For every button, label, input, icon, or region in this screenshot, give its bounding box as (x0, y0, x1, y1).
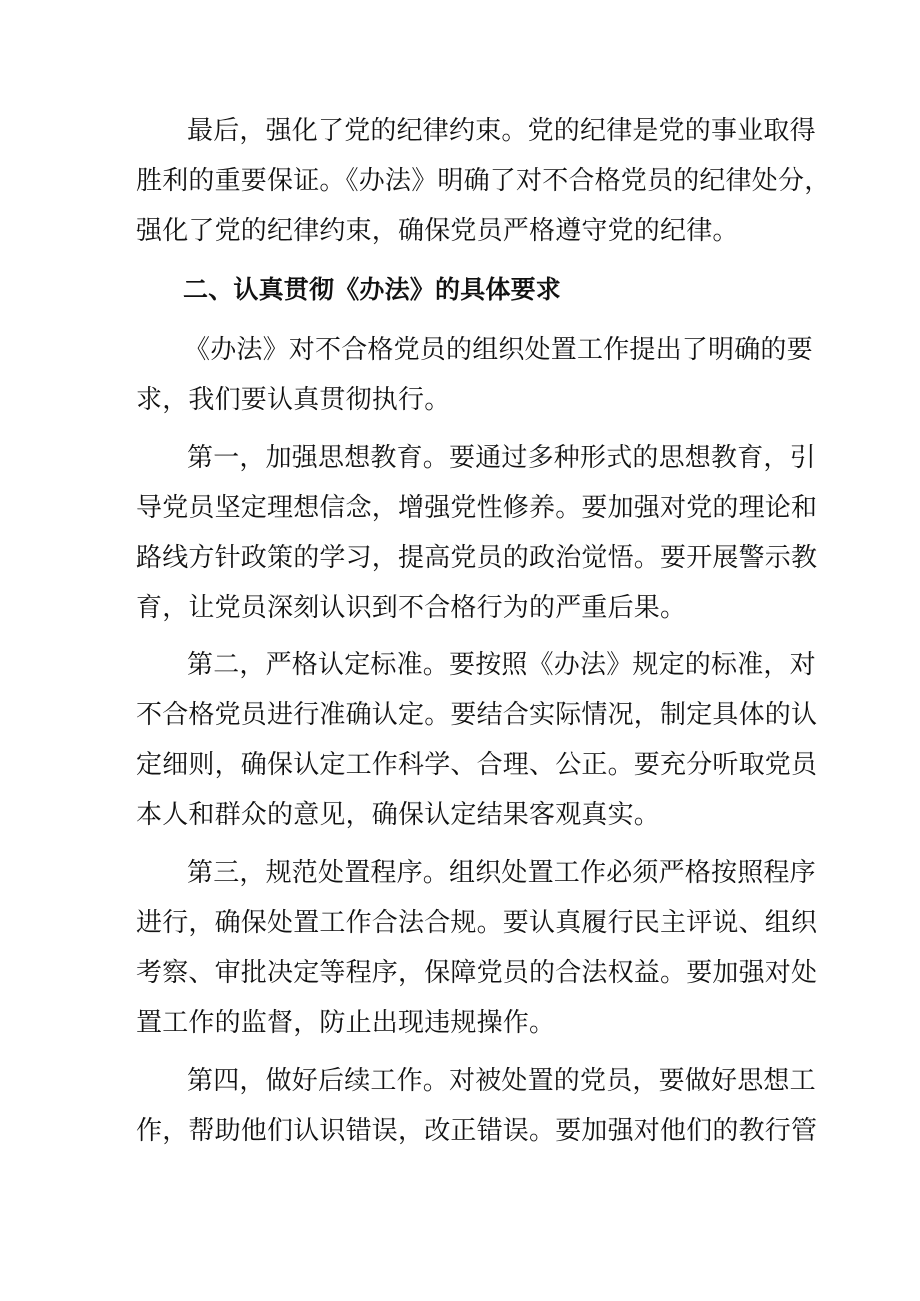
paragraph-4-line-1: 第二，严格认定标准。要按照《办法》规定的标准，对 (187, 650, 816, 680)
paragraph-5-line-2: 进行，确保处置工作合法合规。要认真履行民主评说、组织 (136, 908, 818, 938)
paragraph-5-line-1: 第三，规范处置程序。组织处置工作必须严格按照程序 (187, 858, 816, 888)
paragraph-4-line-3: 定细则，确保认定工作科学、合理、公正。要充分听取党员 (136, 750, 818, 780)
paragraph-5-line-3: 考察、审批决定等程序，保障党员的合法权益。要加强对处 (136, 958, 818, 988)
paragraph-1-line-2: 胜利的重要保证。《办法》明确了对不合格党员的纪律处分， (136, 166, 831, 196)
section-heading: 二、认真贯彻《办法》的具体要求 (183, 275, 562, 304)
paragraph-2-line-1: 《办法》对不合格党员的组织处置工作提出了明确的要 (184, 335, 813, 365)
paragraph-3-line-4: 育，让党员深刻认识到不合格行为的严重后果。 (136, 593, 687, 623)
paragraph-6-line-1: 第四，做好后续工作。对被处置的党员，要做好思想工 (187, 1066, 816, 1096)
paragraph-3-line-1: 第一，加强思想教育。要通过多种形式的思想教育，引 (187, 443, 816, 473)
paragraph-1-line-3: 强化了党的纪律约束，确保党员严格遵守党的纪律。 (136, 216, 739, 246)
paragraph-3-line-3: 路线方针政策的学习，提高党员的政治觉悟。要开展警示教 (136, 543, 818, 573)
paragraph-5-line-4: 置工作的监督，防止出现违规操作。 (136, 1008, 556, 1038)
paragraph-1-line-1: 最后，强化了党的纪律约束。党的纪律是党的事业取得 (187, 116, 816, 146)
paragraph-2-line-2: 求，我们要认真贯彻执行。 (136, 385, 451, 415)
paragraph-6-line-2: 作，帮助他们认识错误，改正错误。要加强对他们的教行管 (136, 1116, 818, 1146)
paragraph-4-line-2: 不合格党员进行准确认定。要结合实际情况，制定具体的认 (136, 700, 818, 730)
paragraph-4-line-4: 本人和群众的意见，确保认定结果客观真实。 (136, 800, 661, 830)
paragraph-3-line-2: 导党员坚定理想信念，增强党性修养。要加强对党的理论和 (136, 493, 818, 523)
